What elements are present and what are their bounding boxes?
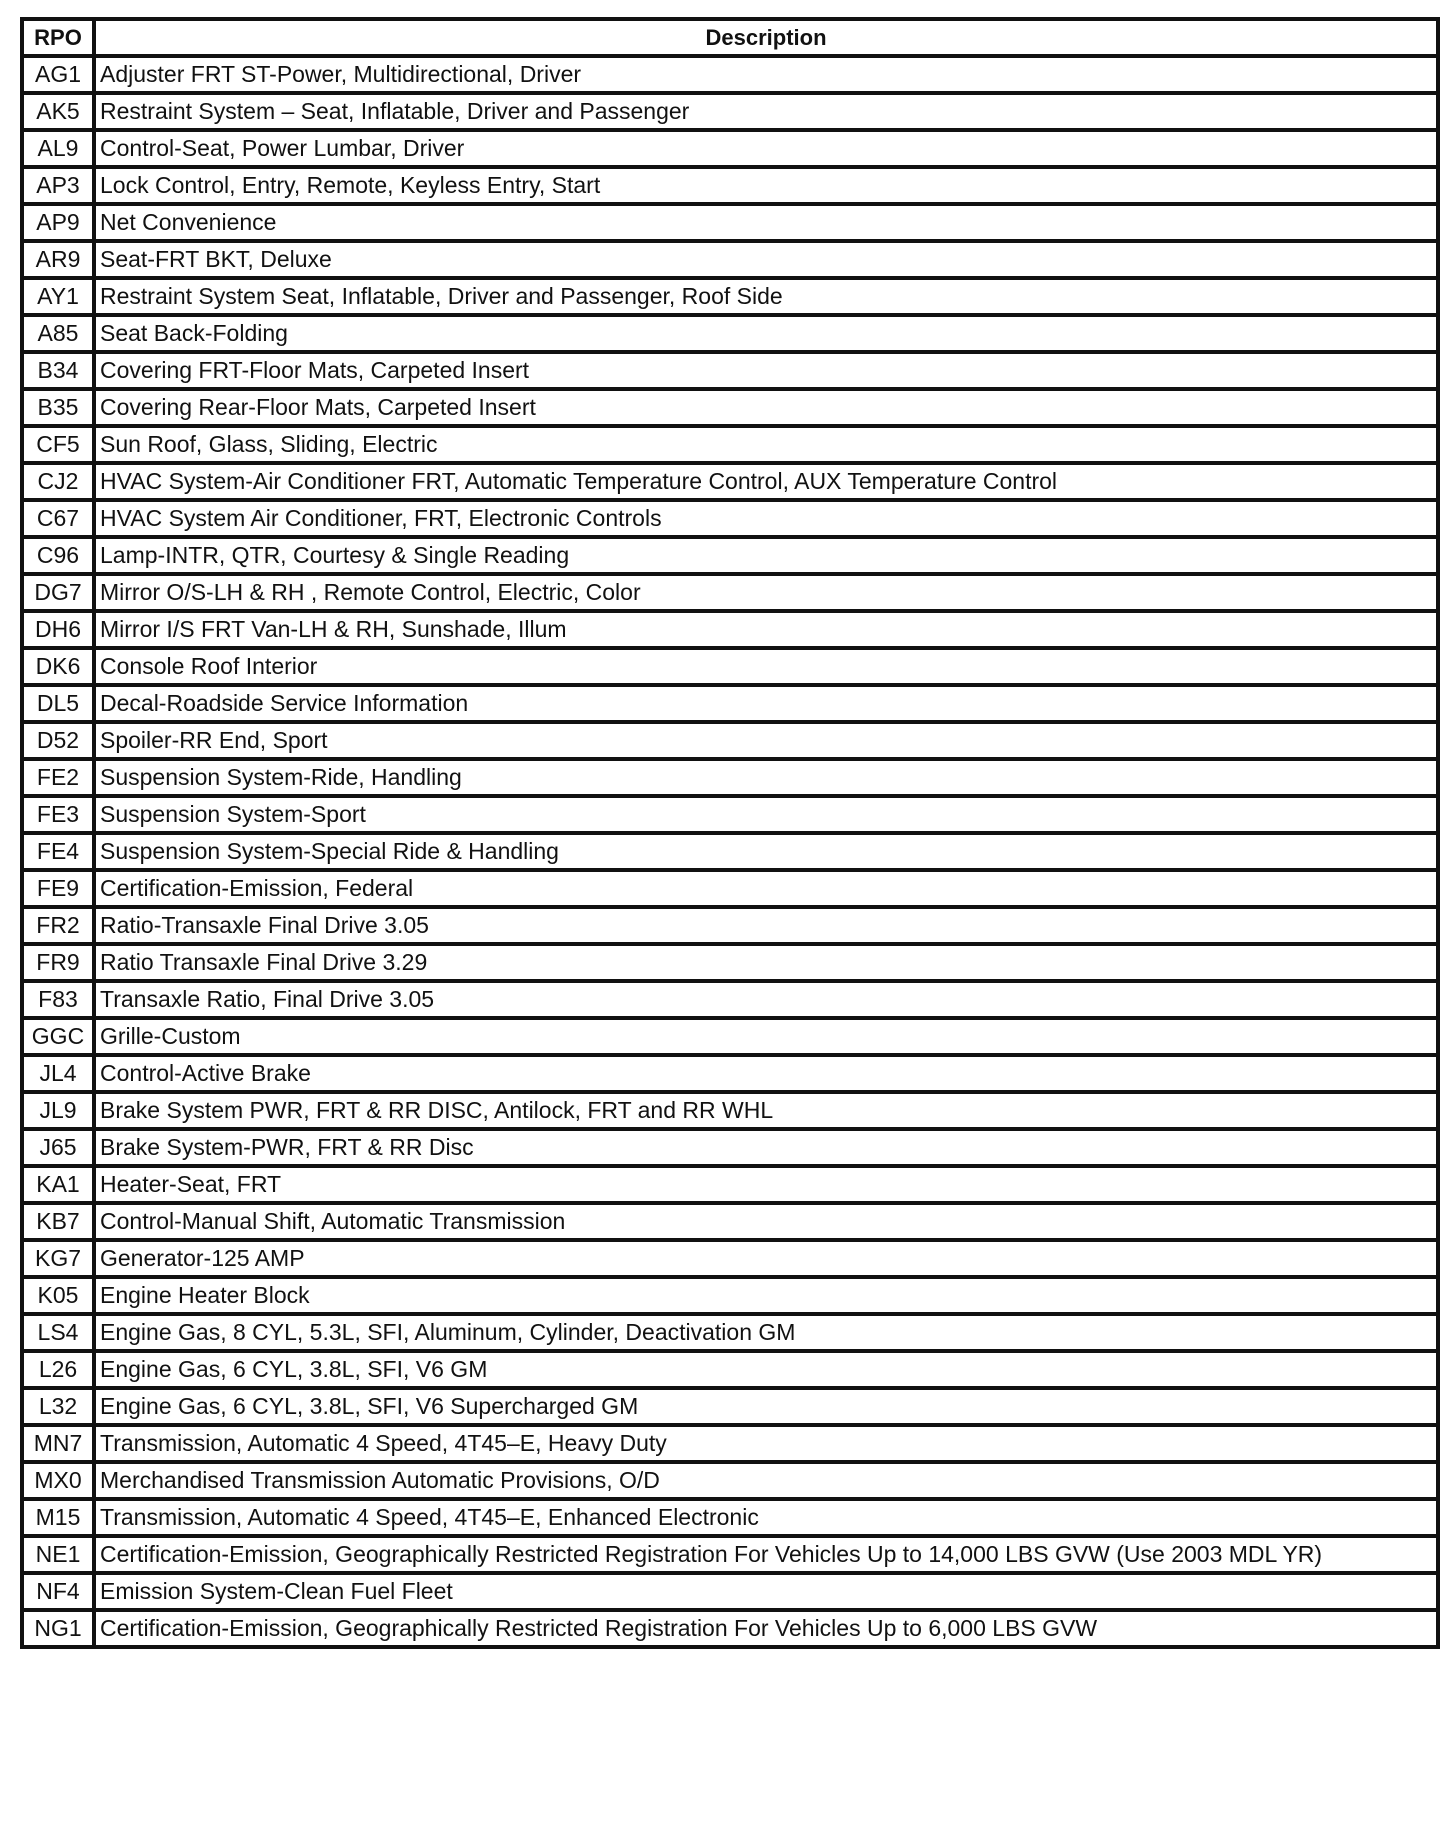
rpo-description: HVAC System-Air Conditioner FRT, Automatic Temperature Control, AUX Temperature Control: [94, 463, 1438, 500]
table-row: [22, 167, 1438, 204]
table-row: [22, 315, 1438, 352]
rpo-code: D52: [22, 722, 94, 759]
table-row: [22, 1166, 1438, 1203]
rpo-description: Engine Heater Block: [94, 1277, 1438, 1314]
rpo-description: Covering FRT-Floor Mats, Carpeted Insert: [94, 352, 1438, 389]
rpo-table: [20, 17, 1440, 1649]
table-row: [22, 944, 1438, 981]
rpo-code: C96: [22, 537, 94, 574]
rpo-code: DG7: [22, 574, 94, 611]
table-row: [22, 1536, 1438, 1573]
table-row: [22, 1018, 1438, 1055]
rpo-description: Brake System-PWR, FRT & RR Disc: [94, 1129, 1438, 1166]
rpo-description: Restraint System Seat, Inflatable, Driver and Passenger, Roof Side: [94, 278, 1438, 315]
rpo-description: Transmission, Automatic 4 Speed, 4T45–E, Enhanced Electronic: [94, 1499, 1438, 1536]
rpo-description: Certification-Emission, Geographically Restricted Registration For Vehicles Up to 6,000 LBS GVW: [94, 1610, 1438, 1647]
table-row: [22, 648, 1438, 685]
table-row: [22, 796, 1438, 833]
rpo-description: Control-Manual Shift, Automatic Transmission: [94, 1203, 1438, 1240]
table-row: [22, 463, 1438, 500]
rpo-code: FR9: [22, 944, 94, 981]
rpo-code: F83: [22, 981, 94, 1018]
rpo-description: Suspension System-Ride, Handling: [94, 759, 1438, 796]
rpo-code: B35: [22, 389, 94, 426]
rpo-code: FE3: [22, 796, 94, 833]
table-row: [22, 1314, 1438, 1351]
rpo-code: M15: [22, 1499, 94, 1536]
table-row: [22, 1351, 1438, 1388]
rpo-code: CF5: [22, 426, 94, 463]
rpo-description: Suspension System-Sport: [94, 796, 1438, 833]
rpo-code: DL5: [22, 685, 94, 722]
rpo-description: Transmission, Automatic 4 Speed, 4T45–E, Heavy Duty: [94, 1425, 1438, 1462]
rpo-code: GGC: [22, 1018, 94, 1055]
rpo-code: FR2: [22, 907, 94, 944]
table-row: [22, 1462, 1438, 1499]
rpo-description: Certification-Emission, Federal: [94, 870, 1438, 907]
rpo-description: Spoiler-RR End, Sport: [94, 722, 1438, 759]
table-row: [22, 1499, 1438, 1536]
table-row: [22, 759, 1438, 796]
rpo-description: Generator-125 AMP: [94, 1240, 1438, 1277]
rpo-code: MX0: [22, 1462, 94, 1499]
table-row: [22, 130, 1438, 167]
table-row: [22, 389, 1438, 426]
table-row: [22, 204, 1438, 241]
rpo-code: NF4: [22, 1573, 94, 1610]
rpo-description: Merchandised Transmission Automatic Provisions, O/D: [94, 1462, 1438, 1499]
table-header: [22, 19, 1438, 56]
rpo-description: Control-Active Brake: [94, 1055, 1438, 1092]
rpo-description: Lock Control, Entry, Remote, Keyless Entry, Start: [94, 167, 1438, 204]
rpo-code: NG1: [22, 1610, 94, 1647]
rpo-code: AR9: [22, 241, 94, 278]
rpo-description: Mirror O/S-LH & RH , Remote Control, Electric, Color: [94, 574, 1438, 611]
rpo-description: Restraint System – Seat, Inflatable, Driver and Passenger: [94, 93, 1438, 130]
rpo-code: AP9: [22, 204, 94, 241]
table-row: [22, 1055, 1438, 1092]
rpo-code: K05: [22, 1277, 94, 1314]
table-row: [22, 685, 1438, 722]
rpo-code: L26: [22, 1351, 94, 1388]
table-row: [22, 574, 1438, 611]
table-row: [22, 1388, 1438, 1425]
rpo-code: JL9: [22, 1092, 94, 1129]
rpo-description: Seat Back-Folding: [94, 315, 1438, 352]
rpo-description: Heater-Seat, FRT: [94, 1166, 1438, 1203]
rpo-code: C67: [22, 500, 94, 537]
table-row: [22, 241, 1438, 278]
table-row: [22, 278, 1438, 315]
table-row: [22, 1240, 1438, 1277]
rpo-code: L32: [22, 1388, 94, 1425]
table-row: [22, 870, 1438, 907]
rpo-code: MN7: [22, 1425, 94, 1462]
rpo-description: Decal-Roadside Service Information: [94, 685, 1438, 722]
rpo-code: AG1: [22, 56, 94, 93]
table-row: [22, 907, 1438, 944]
rpo-code: A85: [22, 315, 94, 352]
rpo-description: Mirror I/S FRT Van-LH & RH, Sunshade, Illum: [94, 611, 1438, 648]
rpo-code: FE4: [22, 833, 94, 870]
table-row: [22, 537, 1438, 574]
table-row: [22, 56, 1438, 93]
table-row: [22, 611, 1438, 648]
table-row: [22, 426, 1438, 463]
table-row: [22, 1573, 1438, 1610]
rpo-description: Certification-Emission, Geographically Restricted Registration For Vehicles Up to 14,000 LBS GVW (Use 2003 MDL YR): [94, 1536, 1438, 1573]
rpo-code: AL9: [22, 130, 94, 167]
header-row: [22, 19, 1438, 56]
rpo-description: Suspension System-Special Ride & Handling: [94, 833, 1438, 870]
rpo-description: Engine Gas, 6 CYL, 3.8L, SFI, V6 Supercharged GM: [94, 1388, 1438, 1425]
rpo-code: JL4: [22, 1055, 94, 1092]
rpo-description: Seat-FRT BKT, Deluxe: [94, 241, 1438, 278]
rpo-code: AK5: [22, 93, 94, 130]
table-row: [22, 1129, 1438, 1166]
rpo-description: Adjuster FRT ST-Power, Multidirectional, Driver: [94, 56, 1438, 93]
table-row: [22, 981, 1438, 1018]
table-row: [22, 1277, 1438, 1314]
rpo-code: FE9: [22, 870, 94, 907]
rpo-code: KA1: [22, 1166, 94, 1203]
rpo-code: KG7: [22, 1240, 94, 1277]
rpo-description: Engine Gas, 8 CYL, 5.3L, SFI, Aluminum, Cylinder, Deactivation GM: [94, 1314, 1438, 1351]
rpo-description: Engine Gas, 6 CYL, 3.8L, SFI, V6 GM: [94, 1351, 1438, 1388]
rpo-code: CJ2: [22, 463, 94, 500]
rpo-code: AY1: [22, 278, 94, 315]
header-rpo: RPO: [22, 19, 94, 56]
rpo-description: Ratio-Transaxle Final Drive 3.05: [94, 907, 1438, 944]
rpo-code: FE2: [22, 759, 94, 796]
rpo-description: HVAC System Air Conditioner, FRT, Electronic Controls: [94, 500, 1438, 537]
rpo-description: Grille-Custom: [94, 1018, 1438, 1055]
table-body: [22, 56, 1438, 1647]
rpo-description: Control-Seat, Power Lumbar, Driver: [94, 130, 1438, 167]
rpo-description: Sun Roof, Glass, Sliding, Electric: [94, 426, 1438, 463]
rpo-description: Lamp-INTR, QTR, Courtesy & Single Reading: [94, 537, 1438, 574]
table-row: [22, 352, 1438, 389]
rpo-description: Ratio Transaxle Final Drive 3.29: [94, 944, 1438, 981]
rpo-code: DH6: [22, 611, 94, 648]
rpo-code: AP3: [22, 167, 94, 204]
rpo-code: B34: [22, 352, 94, 389]
rpo-description: Net Convenience: [94, 204, 1438, 241]
rpo-description: Covering Rear-Floor Mats, Carpeted Insert: [94, 389, 1438, 426]
table-row: [22, 1425, 1438, 1462]
header-description: Description: [94, 19, 1438, 56]
rpo-description: Brake System PWR, FRT & RR DISC, Antilock, FRT and RR WHL: [94, 1092, 1438, 1129]
rpo-code: DK6: [22, 648, 94, 685]
rpo-code: J65: [22, 1129, 94, 1166]
table-row: [22, 500, 1438, 537]
rpo-description: Console Roof Interior: [94, 648, 1438, 685]
rpo-code: NE1: [22, 1536, 94, 1573]
table-row: [22, 833, 1438, 870]
rpo-code: KB7: [22, 1203, 94, 1240]
rpo-description: Transaxle Ratio, Final Drive 3.05: [94, 981, 1438, 1018]
table-row: [22, 1203, 1438, 1240]
table-row: [22, 1610, 1438, 1647]
rpo-code: LS4: [22, 1314, 94, 1351]
rpo-description: Emission System-Clean Fuel Fleet: [94, 1573, 1438, 1610]
table-row: [22, 722, 1438, 759]
table-row: [22, 1092, 1438, 1129]
table-row: [22, 93, 1438, 130]
